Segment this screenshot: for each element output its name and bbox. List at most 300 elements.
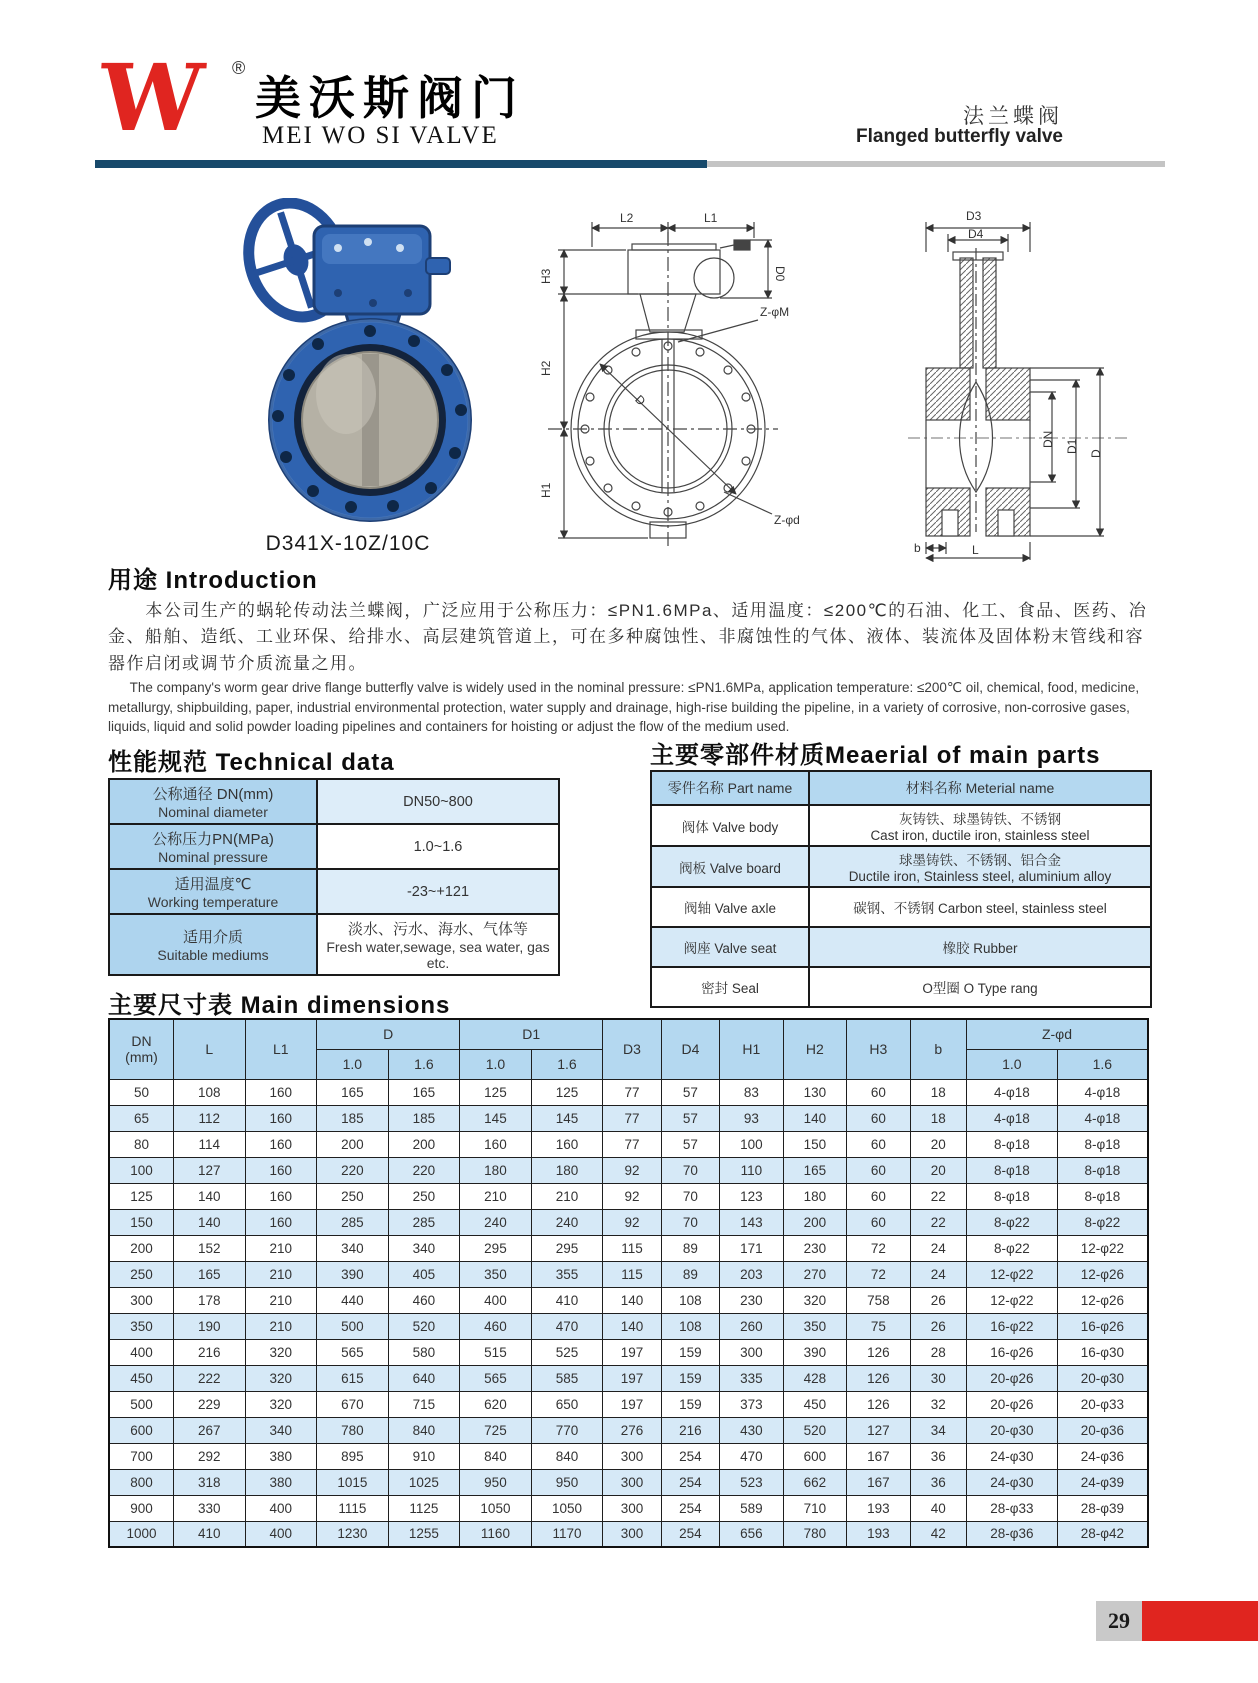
dim-label-d4: D4 (968, 227, 984, 241)
dimension-cell: 193 (847, 1521, 910, 1547)
dimension-cell: 1050 (531, 1495, 603, 1521)
col-h2: H2 (783, 1019, 846, 1079)
dimension-cell: 160 (245, 1209, 317, 1235)
dimension-cell: 100 (720, 1131, 783, 1157)
dimensions-row (109, 1339, 1148, 1365)
page-number: 29 (1096, 1601, 1142, 1641)
dimension-cell: 80 (109, 1131, 173, 1157)
dimension-cell: 200 (783, 1209, 846, 1235)
dimension-cell: 65 (109, 1105, 173, 1131)
dim-label-d1: D1 (1065, 438, 1079, 454)
col-l1: L1 (245, 1019, 317, 1079)
dimension-cell: 320 (245, 1365, 317, 1391)
dimension-cell: 1170 (531, 1521, 603, 1547)
tech-label-cn: 公称压力PN(MPa) (152, 831, 274, 848)
dimensions-row (109, 1417, 1148, 1443)
dimensions-row (109, 1079, 1148, 1105)
dimension-cell: 70 (661, 1157, 719, 1183)
dimensions-row (109, 1209, 1148, 1235)
brand-name-chinese: 美沃斯阀门 (255, 71, 525, 125)
brand-name-english: MEI WO SI VALVE (262, 122, 499, 149)
dimension-cell: 167 (847, 1443, 910, 1469)
dimension-cell: 197 (603, 1365, 661, 1391)
dimension-cell: 12-φ26 (1057, 1261, 1148, 1287)
dimension-cell: 70 (661, 1183, 719, 1209)
dimension-cell: 26 (910, 1313, 966, 1339)
dimension-cell: 36 (910, 1469, 966, 1495)
dimension-cell: 200 (317, 1131, 389, 1157)
dimensions-row (109, 1105, 1148, 1131)
dimension-cell: 77 (603, 1079, 661, 1105)
intro-paragraph-chinese: 本公司生产的蜗轮传动法兰蝶阀，广泛应用于公称压力：≤PN1.6MPa、适用温度：≤200℃的石油、化工、食品、医药、冶金、船舶、造纸、工业环保、给排水、高层建筑管道上，可在多种腐蚀性、非腐蚀性的气体、液体、装流体及固体粉末管线和容器作启闭或调节介质流量之用。 (108, 601, 1148, 673)
dimension-cell: 89 (661, 1235, 719, 1261)
dimension-cell: 725 (460, 1417, 532, 1443)
dimension-cell: 589 (720, 1495, 783, 1521)
materials-col-material: 材料名称 Meterial name (809, 771, 1151, 805)
dimension-cell: 108 (173, 1079, 245, 1105)
col-dn: DN (mm) (109, 1019, 173, 1079)
dimension-cell: 620 (460, 1391, 532, 1417)
dimension-cell: 295 (460, 1235, 532, 1261)
col-d-16: 1.6 (388, 1049, 460, 1079)
dimension-cell: 24 (910, 1261, 966, 1287)
dimension-cell: 185 (317, 1105, 389, 1131)
dimension-cell: 150 (109, 1209, 173, 1235)
dimension-cell: 12-φ26 (1057, 1287, 1148, 1313)
dimension-cell: 1015 (317, 1469, 389, 1495)
dimension-cell: 780 (317, 1417, 389, 1443)
dimension-cell: 758 (847, 1287, 910, 1313)
dimension-cell: 267 (173, 1417, 245, 1443)
table-row (651, 805, 1151, 846)
col-h1: H1 (720, 1019, 783, 1079)
dimension-cell: 662 (783, 1469, 846, 1495)
dimension-cell: 700 (109, 1443, 173, 1469)
col-h3: H3 (847, 1019, 910, 1079)
dimension-cell: 640 (388, 1365, 460, 1391)
material-cn: 灰铸铁、球墨铸铁、不锈钢 (899, 812, 1061, 827)
dimension-cell: 185 (388, 1105, 460, 1131)
dimension-cell: 440 (317, 1287, 389, 1313)
material-part: 密封 Seal (651, 967, 809, 1007)
dimension-cell: 125 (460, 1079, 532, 1105)
tech-label-en: Suitable mediums (157, 947, 269, 963)
dimension-cell: 300 (603, 1521, 661, 1547)
dimension-cell: 254 (661, 1443, 719, 1469)
product-photo (218, 198, 498, 528)
dimension-cell: 400 (109, 1339, 173, 1365)
table-row (109, 869, 559, 914)
dimension-cell: 460 (388, 1287, 460, 1313)
dim-label-zd: Z-φd (774, 513, 800, 527)
dimension-cell: 240 (460, 1209, 532, 1235)
dimension-cell: 126 (847, 1365, 910, 1391)
dimension-cell: 300 (109, 1287, 173, 1313)
dimension-cell: 24-φ36 (1057, 1443, 1148, 1469)
dimension-cell: 108 (661, 1287, 719, 1313)
material-en: Ductile iron, Stainless steel, aluminium alloy (848, 869, 1112, 884)
dimension-cell: 285 (317, 1209, 389, 1235)
dimension-cell: 300 (603, 1495, 661, 1521)
dimension-cell: 140 (603, 1313, 661, 1339)
tech-label-en: Working temperature (147, 894, 279, 910)
dimension-cell: 145 (531, 1105, 603, 1131)
dimension-cell: 193 (847, 1495, 910, 1521)
dim-label-h2: H2 (539, 360, 553, 376)
dimension-cell: 4-φ18 (967, 1079, 1058, 1105)
dimension-cell: 300 (720, 1339, 783, 1365)
dimension-cell: 1000 (109, 1521, 173, 1547)
dimension-cell: 250 (388, 1183, 460, 1209)
dimension-cell: 160 (245, 1157, 317, 1183)
material-part: 阀轴 Valve axle (651, 887, 809, 927)
dimensions-row (109, 1235, 1148, 1261)
dimension-cell: 254 (661, 1495, 719, 1521)
dimension-cell: 1125 (388, 1495, 460, 1521)
dimension-cell: 16-φ22 (967, 1313, 1058, 1339)
brand-logo-icon: W (96, 44, 202, 152)
dim-label-l2: L2 (620, 211, 634, 225)
col-b: b (910, 1019, 966, 1079)
dimension-cell: 160 (460, 1131, 532, 1157)
dimension-cell: 390 (317, 1261, 389, 1287)
dimension-cell: 180 (460, 1157, 532, 1183)
dimension-cell: 405 (388, 1261, 460, 1287)
material-value: 碳钢、不锈钢 Carbon steel, stainless steel (809, 887, 1151, 927)
dimension-cell: 127 (173, 1157, 245, 1183)
dimension-cell: 4-φ18 (1057, 1079, 1148, 1105)
dimension-cell: 270 (783, 1261, 846, 1287)
product-title-chinese: 法兰蝶阀 (963, 105, 1063, 128)
dimension-cell: 8-φ18 (1057, 1157, 1148, 1183)
dimension-cell: 254 (661, 1469, 719, 1495)
dimension-cell: 780 (783, 1521, 846, 1547)
dimension-cell: 114 (173, 1131, 245, 1157)
dimension-cell: 428 (783, 1365, 846, 1391)
dimension-cell: 276 (603, 1417, 661, 1443)
dimension-cell: 470 (720, 1443, 783, 1469)
technical-data-table (108, 778, 560, 976)
dimension-cell: 60 (847, 1131, 910, 1157)
intro-heading: 用途 Introduction (108, 567, 318, 594)
dimension-cell: 8-φ18 (967, 1183, 1058, 1209)
table-row (109, 779, 559, 824)
dimension-cell: 200 (388, 1131, 460, 1157)
dimension-cell: 220 (317, 1157, 389, 1183)
dimension-cell: 18 (910, 1105, 966, 1131)
dimension-cell: 140 (783, 1105, 846, 1131)
dimension-cell: 600 (109, 1417, 173, 1443)
dimension-cell: 770 (531, 1417, 603, 1443)
col-zd-group: Z-φd (967, 1019, 1148, 1049)
dimensions-row (109, 1365, 1148, 1391)
dimension-cell: 123 (720, 1183, 783, 1209)
dimension-cell: 159 (661, 1339, 719, 1365)
dimension-cell: 197 (603, 1339, 661, 1365)
dimension-cell: 229 (173, 1391, 245, 1417)
tech-value-en: Fresh water,sewage, sea water, gas etc. (326, 939, 550, 971)
dimension-cell: 800 (109, 1469, 173, 1495)
dimension-cell: 1115 (317, 1495, 389, 1521)
dimension-cell: 160 (245, 1079, 317, 1105)
dimension-cell: 18 (910, 1079, 966, 1105)
dimension-cell: 450 (783, 1391, 846, 1417)
dimension-cell: 93 (720, 1105, 783, 1131)
dimension-cell: 450 (109, 1365, 173, 1391)
dimension-cell: 200 (109, 1235, 173, 1261)
dimension-cell: 525 (531, 1339, 603, 1365)
dimension-cell: 36 (910, 1443, 966, 1469)
dimension-cell: 20-φ36 (1057, 1417, 1148, 1443)
dimension-cell: 60 (847, 1209, 910, 1235)
tech-label-cn: 适用温度℃ (174, 876, 252, 893)
dimension-cell: 254 (661, 1521, 719, 1547)
dimension-cell: 140 (603, 1287, 661, 1313)
dimension-cell: 292 (173, 1443, 245, 1469)
dimension-cell: 178 (173, 1287, 245, 1313)
dimension-cell: 350 (460, 1261, 532, 1287)
tech-value: -23~+121 (317, 869, 559, 914)
dimension-cell: 203 (720, 1261, 783, 1287)
dimension-cell: 24 (910, 1235, 966, 1261)
dimension-cell: 470 (531, 1313, 603, 1339)
dimension-cell: 145 (460, 1105, 532, 1131)
dimension-cell: 171 (720, 1235, 783, 1261)
dimension-cell: 72 (847, 1261, 910, 1287)
dimension-cell: 565 (317, 1339, 389, 1365)
dimension-cell: 400 (460, 1287, 532, 1313)
product-title-english: Flanged butterfly valve (856, 126, 1063, 147)
intro-paragraph-english: The company's worm gear drive flange butterfly valve is widely used in the nominal pressure: ≤PN1.6MPa, application temperature: ≤200℃ oil, chemical, food, medicine, metallurgy, shipbuilding, paper, industrial environmental protection, water supply and drainage, high-rise building the pipeline, in a variety of corrosive, non-corrosive gases, liquids, liquid and solid powder loading pipelines and containers for hoisting or adjust the flow of the medium used. (108, 680, 1140, 735)
dimensions-row (109, 1391, 1148, 1417)
dimension-cell: 34 (910, 1417, 966, 1443)
dimension-cell: 57 (661, 1105, 719, 1131)
dimension-cell: 28-φ33 (967, 1495, 1058, 1521)
dimension-cell: 8-φ22 (1057, 1209, 1148, 1235)
header-divider-gray (707, 161, 1165, 167)
dimension-cell: 26 (910, 1287, 966, 1313)
tech-value-cn: 淡水、污水、海水、气体等 (347, 921, 528, 938)
dimension-cell: 165 (173, 1261, 245, 1287)
registered-trademark-icon: ® (232, 58, 246, 78)
col-d1-16: 1.6 (531, 1049, 603, 1079)
dimension-cell: 300 (603, 1469, 661, 1495)
dimension-cell: 20-φ30 (967, 1417, 1058, 1443)
dimension-cell: 715 (388, 1391, 460, 1417)
dimension-cell: 60 (847, 1157, 910, 1183)
dimension-cell: 230 (720, 1287, 783, 1313)
table-row (651, 967, 1151, 1007)
dimension-cell: 222 (173, 1365, 245, 1391)
dimension-cell: 152 (173, 1235, 245, 1261)
dimension-cell: 140 (173, 1209, 245, 1235)
dimension-cell: 24-φ39 (1057, 1469, 1148, 1495)
col-d4: D4 (661, 1019, 719, 1079)
dimension-cell: 83 (720, 1079, 783, 1105)
material-value: 橡胶 Rubber (809, 927, 1151, 967)
dimension-cell: 840 (388, 1417, 460, 1443)
dimension-cell: 230 (783, 1235, 846, 1261)
dimension-cell: 285 (388, 1209, 460, 1235)
dimension-cell: 16-φ30 (1057, 1339, 1148, 1365)
dimension-cell: 197 (603, 1391, 661, 1417)
dimension-cell: 143 (720, 1209, 783, 1235)
dimension-cell: 330 (173, 1495, 245, 1521)
dimension-cell: 520 (783, 1417, 846, 1443)
dimension-cell: 28-φ42 (1057, 1521, 1148, 1547)
dimension-cell: 180 (783, 1183, 846, 1209)
dimension-cell: 140 (173, 1183, 245, 1209)
dimension-cell: 210 (245, 1261, 317, 1287)
dimension-cell: 115 (603, 1235, 661, 1261)
dimension-cell: 160 (531, 1131, 603, 1157)
dimension-cell: 355 (531, 1261, 603, 1287)
dimension-cell: 515 (460, 1339, 532, 1365)
footer-red-bar (1142, 1601, 1258, 1641)
technical-data-heading: 性能规范 Technical data (108, 749, 395, 776)
header-divider-blue (95, 160, 707, 168)
dimension-cell: 500 (109, 1391, 173, 1417)
dimension-cell: 28 (910, 1339, 966, 1365)
dimensions-table (108, 1018, 1149, 1548)
dimension-cell: 460 (460, 1313, 532, 1339)
table-row (651, 927, 1151, 967)
tech-value: 1.0~1.6 (317, 824, 559, 869)
table-header-row (651, 771, 1151, 805)
dimension-cell: 8-φ18 (967, 1157, 1058, 1183)
dimension-cell: 656 (720, 1521, 783, 1547)
dimensions-heading: 主要尺寸表 Main dimensions (108, 992, 451, 1019)
dimension-cell: 8-φ22 (967, 1209, 1058, 1235)
dimensions-row (109, 1443, 1148, 1469)
material-part: 阀体 Valve body (651, 805, 809, 846)
dimension-cell: 50 (109, 1079, 173, 1105)
dimension-cell: 340 (317, 1235, 389, 1261)
dim-label-dn: DN (1041, 430, 1055, 448)
dimension-cell: 1025 (388, 1469, 460, 1495)
dimension-cell: 500 (317, 1313, 389, 1339)
dimension-cell: 520 (388, 1313, 460, 1339)
dimension-cell: 950 (460, 1469, 532, 1495)
dimension-cell: 22 (910, 1209, 966, 1235)
dimension-cell: 210 (460, 1183, 532, 1209)
dim-label-d3: D3 (966, 209, 982, 223)
col-zd-10: 1.0 (967, 1049, 1058, 1079)
dimension-cell: 42 (910, 1521, 966, 1547)
dimension-cell: 160 (245, 1131, 317, 1157)
dimension-cell: 210 (245, 1287, 317, 1313)
material-part: 阀座 Valve seat (651, 927, 809, 967)
dimensions-row (109, 1521, 1148, 1547)
dimension-cell: 910 (388, 1443, 460, 1469)
material-en: Cast iron, ductile iron, stainless steel (870, 828, 1090, 843)
dimension-cell: 340 (245, 1417, 317, 1443)
dimension-cell: 900 (109, 1495, 173, 1521)
dimension-cell: 220 (388, 1157, 460, 1183)
dimension-cell: 180 (531, 1157, 603, 1183)
dimension-cell: 410 (531, 1287, 603, 1313)
dimension-cell: 127 (847, 1417, 910, 1443)
dimension-cell: 12-φ22 (967, 1287, 1058, 1313)
dimension-cell: 8-φ22 (967, 1235, 1058, 1261)
dimension-cell: 32 (910, 1391, 966, 1417)
dimension-cell: 167 (847, 1469, 910, 1495)
dimension-cell: 165 (317, 1079, 389, 1105)
dimension-cell: 60 (847, 1183, 910, 1209)
dimension-cell: 77 (603, 1131, 661, 1157)
dimension-cell: 1160 (460, 1521, 532, 1547)
table-header-row (109, 1019, 1148, 1049)
dimension-cell: 190 (173, 1313, 245, 1339)
dimension-cell: 16-φ26 (967, 1339, 1058, 1365)
dimension-cell: 210 (245, 1313, 317, 1339)
dim-label-h1: H1 (539, 482, 553, 498)
dimension-cell: 295 (531, 1235, 603, 1261)
dimension-cell: 523 (720, 1469, 783, 1495)
dimension-cell: 400 (245, 1521, 317, 1547)
dimension-cell: 1230 (317, 1521, 389, 1547)
dimension-cell: 8-φ18 (1057, 1131, 1148, 1157)
dim-label-h3: H3 (539, 268, 553, 284)
dimension-cell: 250 (317, 1183, 389, 1209)
dimension-cell: 16-φ26 (1057, 1313, 1148, 1339)
dimension-cell: 89 (661, 1261, 719, 1287)
dimension-cell: 126 (847, 1391, 910, 1417)
dimension-cell: 165 (783, 1157, 846, 1183)
dimension-cell: 216 (661, 1417, 719, 1443)
dimension-cell: 565 (460, 1365, 532, 1391)
dimension-cell: 390 (783, 1339, 846, 1365)
dimension-cell: 380 (245, 1443, 317, 1469)
dimension-cell: 60 (847, 1105, 910, 1131)
table-row (109, 824, 559, 869)
materials-heading: 主要零部件材质Meaerial of main parts (650, 742, 1101, 769)
dimension-cell: 20-φ33 (1057, 1391, 1148, 1417)
dimension-cell: 210 (531, 1183, 603, 1209)
dimension-cell: 400 (245, 1495, 317, 1521)
dimensions-row (109, 1287, 1148, 1313)
dimension-cell: 950 (531, 1469, 603, 1495)
dimension-cell: 210 (245, 1235, 317, 1261)
dimension-cell: 72 (847, 1235, 910, 1261)
dimensions-row (109, 1495, 1148, 1521)
dimension-cell: 165 (388, 1079, 460, 1105)
dim-label-l: L (972, 543, 979, 557)
materials-table (650, 770, 1152, 1008)
dimension-cell: 92 (603, 1183, 661, 1209)
dimension-cell: 92 (603, 1209, 661, 1235)
dimension-cell: 895 (317, 1443, 389, 1469)
dimension-cell: 318 (173, 1469, 245, 1495)
dimension-cell: 216 (173, 1339, 245, 1365)
col-d-10: 1.0 (317, 1049, 389, 1079)
dimension-cell: 585 (531, 1365, 603, 1391)
dimension-cell: 125 (109, 1183, 173, 1209)
dimension-cell: 1050 (460, 1495, 532, 1521)
dimension-cell: 24-φ30 (967, 1443, 1058, 1469)
dimension-cell: 4-φ18 (967, 1105, 1058, 1131)
dimension-cell: 150 (783, 1131, 846, 1157)
dimension-cell: 20-φ26 (967, 1391, 1058, 1417)
table-row (651, 846, 1151, 887)
dimension-cell: 112 (173, 1105, 245, 1131)
dimension-cell: 250 (109, 1261, 173, 1287)
technical-drawing (528, 192, 1164, 564)
dimension-cell: 20-φ30 (1057, 1365, 1148, 1391)
dimension-cell: 40 (910, 1495, 966, 1521)
dimension-cell: 1255 (388, 1521, 460, 1547)
dimension-cell: 350 (109, 1313, 173, 1339)
